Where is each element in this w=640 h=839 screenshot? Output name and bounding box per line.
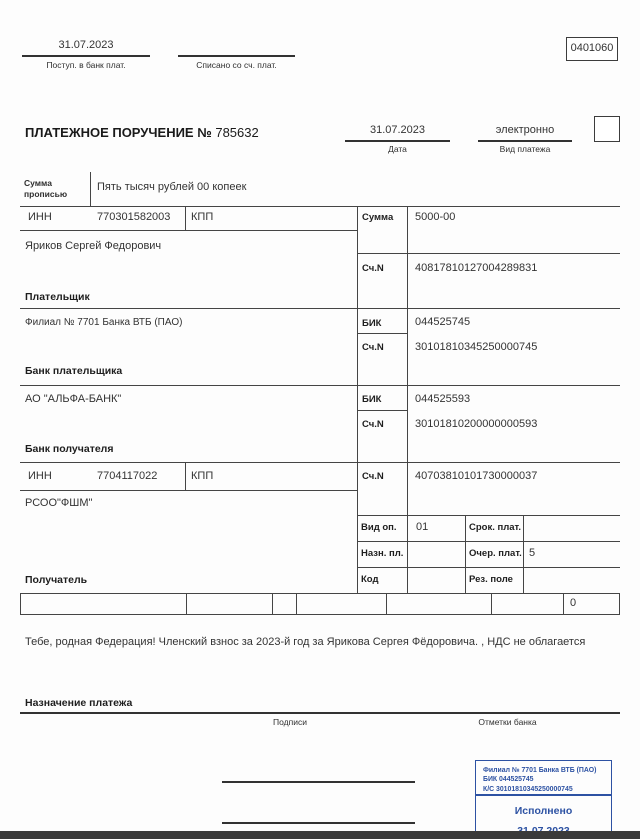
payment-purpose-text: Тебе, родная Федерация! Членский взнос за 2023-й год за Ярикова Сергея Фёдоровича. , НДС не облагается [25, 636, 586, 648]
divider [465, 515, 466, 593]
payer-account-value: 40817810127004289831 [415, 262, 538, 274]
signatures-label: Подписи [273, 717, 307, 727]
priority-label: Очер. плат. [469, 548, 522, 559]
received-in-bank-label: Поступ. в банк плат. [46, 60, 126, 70]
divider [178, 55, 295, 57]
purpose-code-label: Назн. пл. [361, 548, 404, 559]
divider [22, 55, 150, 57]
divider [20, 462, 620, 463]
divider [20, 308, 620, 309]
divider [20, 593, 620, 594]
divider [272, 593, 273, 614]
stamp-line3: К/С 30101810345250000745 [483, 785, 573, 793]
divider [20, 206, 620, 207]
document-date: 31.07.2023 [369, 124, 426, 136]
payer-bank-bik-label: БИК [362, 318, 382, 329]
divider [563, 593, 564, 614]
payee-bank-account-label: Сч.N [362, 419, 384, 430]
document-number: 785632 [215, 125, 259, 140]
divider [357, 253, 620, 254]
divider [345, 140, 450, 142]
form-code: 0401060 [570, 42, 614, 54]
payer-kpp-label: КПП [191, 211, 214, 223]
amount-words-value: Пять тысяч рублей 00 копеек [97, 181, 247, 193]
divider [185, 206, 186, 230]
payee-bank-account-value: 30101810200000000593 [415, 418, 538, 430]
divider [20, 385, 620, 386]
signature-line [222, 822, 415, 824]
amount-label: Сумма [362, 212, 394, 223]
payer-bank-account-value: 30101810345250000745 [415, 341, 538, 353]
payee-bank-name: АО "АЛЬФА-БАНК" [25, 393, 122, 405]
payment-type-value: электронно [495, 124, 555, 136]
bottom-bar [0, 831, 640, 839]
divider [186, 593, 187, 614]
divider [491, 593, 492, 614]
document-title-label: ПЛАТЕЖНОЕ ПОРУЧЕНИЕ № [25, 125, 212, 140]
divider [357, 410, 407, 411]
divider [386, 593, 387, 614]
priority-value: 5 [529, 547, 536, 559]
divider [20, 593, 21, 614]
reserve-field-label: Рез. поле [469, 574, 513, 585]
payer-account-label: Сч.N [362, 263, 384, 274]
code-label: Код [361, 574, 379, 585]
due-date-label: Срок. плат. [469, 522, 522, 533]
payer-bank-section-label: Банк плательщика [25, 365, 123, 377]
stamp-bank-name [483, 766, 596, 794]
divider [619, 593, 620, 614]
form-code-box [566, 37, 618, 61]
divider [20, 712, 620, 714]
payer-inn-label: ИНН [28, 211, 52, 223]
payer-inn-value: 770301582003 [97, 211, 171, 223]
payee-section-label: Получатель [25, 574, 88, 586]
divider [20, 614, 620, 615]
amount-value: 5000-00 [415, 211, 456, 223]
status-checkbox [594, 116, 620, 142]
bank-stamp [475, 760, 612, 839]
divider [357, 515, 620, 516]
payee-kpp-label: КПП [191, 470, 214, 482]
amount-words-label: Сумма прописью [24, 178, 68, 199]
payment-type-label: Вид платежа [499, 144, 551, 154]
divider [357, 541, 620, 542]
divider [90, 172, 91, 206]
divider [185, 462, 186, 490]
payee-account-label: Сч.N [362, 471, 384, 482]
payee-account-value: 40703810101730000037 [415, 470, 538, 482]
divider [357, 567, 620, 568]
divider [478, 140, 572, 142]
stamp-divider [476, 794, 611, 796]
divider [357, 206, 358, 593]
payee-inn-label: ИНН [28, 470, 52, 482]
divider [407, 206, 408, 593]
divider [20, 490, 357, 491]
op-type-label: Вид оп. [361, 522, 397, 533]
bank-marks-label: Отметки банка [478, 717, 537, 727]
payment-purpose-label: Назначение платежа [25, 697, 133, 709]
payee-inn-value: 7704117022 [97, 470, 158, 482]
payer-name: Яриков Сергей Федорович [25, 240, 162, 252]
divider [296, 593, 297, 614]
payer-bank-bik-value: 044525745 [415, 316, 471, 328]
stamp-line2: БИК 044525745 [483, 776, 534, 784]
payee-name: РСОО"ФШМ" [25, 497, 93, 509]
payer-bank-name: Филиал № 7701 Банка ВТБ (ПАО) [25, 317, 183, 328]
stamp-status: Исполнено [514, 805, 573, 817]
document-title [25, 125, 259, 140]
debited-from-account-label: Списано со сч. плат. [196, 60, 277, 70]
stamp-line1: Филиал № 7701 Банка ВТБ (ПАО) [483, 767, 597, 774]
divider [357, 333, 407, 334]
payee-bank-bik-value: 044525593 [415, 393, 471, 405]
divider [20, 230, 357, 231]
payee-bank-bik-label: БИК [362, 394, 382, 405]
op-type-value: 01 [416, 521, 429, 533]
received-in-bank-date: 31.07.2023 [58, 39, 114, 51]
payer-section-label: Плательщик [25, 291, 90, 303]
payer-bank-account-label: Сч.N [362, 342, 384, 353]
divider [523, 515, 524, 593]
tax-field-value: 0 [570, 597, 577, 609]
payee-bank-section-label: Банк получателя [25, 443, 114, 455]
date-label: Дата [388, 144, 407, 154]
signature-line [222, 781, 415, 783]
